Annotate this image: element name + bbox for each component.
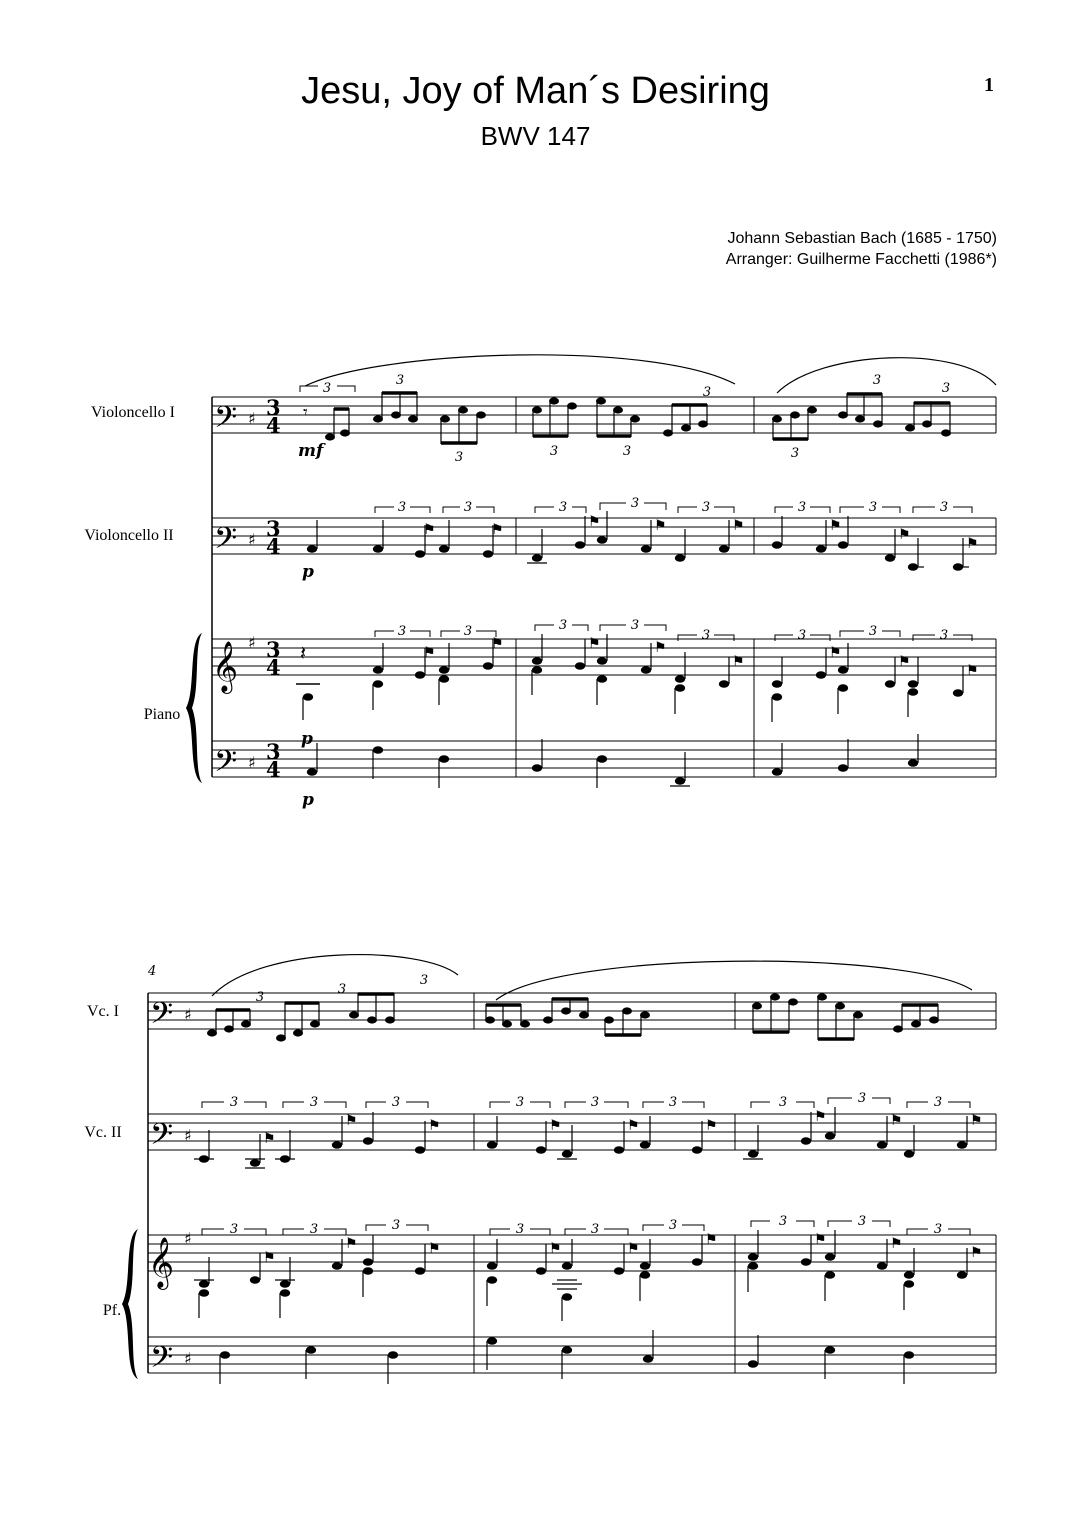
svg-text:⚑: ⚑ bbox=[814, 1232, 827, 1248]
svg-text:3: 3 bbox=[229, 1222, 239, 1237]
piano-brace bbox=[186, 633, 202, 783]
svg-text:3: 3 bbox=[868, 500, 878, 515]
sharp-icon: ♯ bbox=[184, 1005, 192, 1024]
sharp-icon: ♯ bbox=[184, 1126, 192, 1145]
svg-text:3: 3 bbox=[266, 637, 281, 662]
svg-text:3: 3 bbox=[868, 624, 878, 639]
phrase-slur bbox=[777, 358, 996, 393]
dynamic-p: p bbox=[301, 729, 313, 749]
measure-number: 4 bbox=[148, 964, 157, 979]
svg-text:3: 3 bbox=[778, 1214, 788, 1229]
svg-text:3: 3 bbox=[857, 1214, 867, 1229]
svg-text:⚑: ⚑ bbox=[890, 1113, 903, 1129]
svg-text:⚑: ⚑ bbox=[898, 654, 911, 670]
svg-text:⚑: ⚑ bbox=[263, 1131, 276, 1147]
bass-clef-icon: 𝄢 bbox=[150, 997, 174, 1038]
svg-text:⚑: ⚑ bbox=[814, 1109, 827, 1125]
svg-text:3: 3 bbox=[397, 624, 407, 639]
bass-clef-icon: 𝄢 bbox=[214, 745, 238, 786]
svg-text:3: 3 bbox=[668, 1095, 678, 1110]
svg-text:3: 3 bbox=[778, 1095, 788, 1110]
svg-text:3: 3 bbox=[797, 628, 807, 643]
svg-text:⚑: ⚑ bbox=[898, 527, 911, 543]
svg-text:3: 3 bbox=[266, 516, 281, 541]
svg-text:⚑: ⚑ bbox=[491, 636, 504, 652]
svg-text:3: 3 bbox=[790, 446, 800, 461]
time-signatures bbox=[266, 395, 281, 782]
svg-text:3: 3 bbox=[797, 500, 807, 515]
svg-text:⚑: ⚑ bbox=[423, 522, 436, 538]
piano-lh-notes-system1 bbox=[302, 734, 918, 810]
svg-text:4: 4 bbox=[266, 413, 281, 438]
sharp-icon: ♯ bbox=[184, 1349, 192, 1368]
svg-text:3: 3 bbox=[558, 618, 568, 633]
bass-clef-icon: 𝄢 bbox=[214, 401, 238, 442]
dynamic-mf: mf bbox=[298, 441, 324, 461]
svg-text:3: 3 bbox=[630, 618, 640, 633]
svg-text:3: 3 bbox=[702, 385, 712, 400]
svg-text:3: 3 bbox=[630, 496, 640, 511]
sharp-icon: ♯ bbox=[248, 753, 256, 772]
svg-text:⚑: ⚑ bbox=[654, 640, 667, 656]
instrument-name-cello1-short: Vc. I bbox=[87, 1003, 119, 1020]
cello2-notes-system1 bbox=[302, 496, 979, 582]
svg-text:⚑: ⚑ bbox=[549, 1118, 562, 1134]
svg-text:3: 3 bbox=[701, 500, 711, 515]
staff-piano-rh bbox=[212, 639, 996, 675]
sharp-icon: ♯ bbox=[248, 530, 256, 549]
sharp-icon: ♯ bbox=[248, 409, 256, 428]
svg-text:⚑: ⚑ bbox=[263, 1250, 276, 1266]
phrase-slur bbox=[305, 355, 735, 386]
svg-text:3: 3 bbox=[337, 982, 347, 997]
svg-text:3: 3 bbox=[395, 373, 405, 388]
svg-text:⚑: ⚑ bbox=[627, 1241, 640, 1257]
sharp-icon: ♯ bbox=[248, 633, 256, 652]
svg-text:3: 3 bbox=[590, 1222, 600, 1237]
instrument-name-cello2-short: Vc. II bbox=[84, 1124, 122, 1141]
svg-text:⚑: ⚑ bbox=[549, 1241, 562, 1257]
bass-clef-icon: 𝄢 bbox=[214, 522, 238, 563]
svg-text:4: 4 bbox=[266, 534, 281, 559]
measure-barlines bbox=[516, 397, 996, 777]
svg-text:3: 3 bbox=[309, 1222, 319, 1237]
piano-rh-notes-system1 bbox=[296, 618, 979, 749]
system-1 bbox=[84, 355, 996, 810]
staff-piano-lh bbox=[148, 1337, 996, 1373]
svg-text:3: 3 bbox=[668, 1218, 678, 1233]
dynamic-p: p bbox=[302, 790, 314, 810]
svg-text:3: 3 bbox=[463, 624, 473, 639]
phrase-slur bbox=[496, 961, 972, 1000]
svg-text:3: 3 bbox=[229, 1095, 239, 1110]
treble-clef-icon: 𝄞 bbox=[148, 1237, 175, 1288]
eighth-rest-icon: 𝄾 bbox=[303, 402, 308, 423]
svg-text:3: 3 bbox=[622, 444, 632, 459]
svg-text:4: 4 bbox=[266, 757, 281, 782]
instrument-name-piano: Piano bbox=[143, 706, 181, 723]
svg-text:⚑: ⚑ bbox=[829, 518, 842, 534]
svg-text:3: 3 bbox=[872, 373, 882, 388]
piece-subtitle: BWV 147 bbox=[480, 121, 591, 151]
svg-text:3: 3 bbox=[933, 1222, 943, 1237]
cello2-notes-system2 bbox=[194, 1091, 983, 1168]
treble-clef-icon: 𝄞 bbox=[212, 641, 239, 692]
staff-cello2 bbox=[212, 518, 996, 554]
svg-text:3: 3 bbox=[558, 500, 568, 515]
svg-text:3: 3 bbox=[941, 381, 951, 396]
svg-text:⚑: ⚑ bbox=[705, 1118, 718, 1134]
svg-text:3: 3 bbox=[515, 1095, 525, 1110]
svg-text:⚑: ⚑ bbox=[627, 1118, 640, 1134]
dynamic-p: p bbox=[302, 562, 314, 582]
svg-text:3: 3 bbox=[397, 500, 407, 515]
piano-rh-notes-system2 bbox=[194, 1214, 983, 1321]
instrument-name-cello2: Violoncello II bbox=[84, 527, 174, 544]
svg-text:⚑: ⚑ bbox=[966, 536, 979, 552]
piano-lh-notes-system2 bbox=[220, 1330, 914, 1384]
svg-text:3: 3 bbox=[391, 1218, 401, 1233]
piano-brace bbox=[122, 1229, 138, 1379]
svg-text:⚑: ⚑ bbox=[491, 522, 504, 538]
svg-text:3: 3 bbox=[939, 628, 949, 643]
svg-text:⚑: ⚑ bbox=[588, 636, 601, 652]
svg-text:3: 3 bbox=[857, 1091, 867, 1106]
svg-text:3: 3 bbox=[933, 1095, 943, 1110]
svg-text:⚑: ⚑ bbox=[732, 654, 745, 670]
svg-text:3: 3 bbox=[515, 1222, 525, 1237]
svg-text:⚑: ⚑ bbox=[588, 514, 601, 530]
svg-text:3: 3 bbox=[391, 1095, 401, 1110]
svg-text:3: 3 bbox=[266, 395, 281, 420]
svg-text:⚑: ⚑ bbox=[428, 1118, 441, 1134]
svg-text:⚑: ⚑ bbox=[423, 645, 436, 661]
svg-text:3: 3 bbox=[322, 381, 332, 396]
svg-text:3: 3 bbox=[255, 990, 265, 1005]
svg-text:⚑: ⚑ bbox=[829, 645, 842, 661]
svg-text:⚑: ⚑ bbox=[345, 1236, 358, 1252]
measure-barlines bbox=[474, 993, 996, 1373]
svg-text:⚑: ⚑ bbox=[732, 518, 745, 534]
svg-text:⚑: ⚑ bbox=[345, 1113, 358, 1129]
svg-text:⚑: ⚑ bbox=[428, 1241, 441, 1257]
svg-text:⚑: ⚑ bbox=[890, 1236, 903, 1252]
svg-text:3: 3 bbox=[590, 1095, 600, 1110]
instrument-name-cello1: Violoncello I bbox=[91, 404, 175, 421]
svg-text:⚑: ⚑ bbox=[705, 1232, 718, 1248]
quarter-rest-icon: 𝄽 bbox=[300, 641, 307, 665]
arranger-credit: Arranger: Guilherme Facchetti (1986*) bbox=[725, 251, 997, 268]
svg-text:3: 3 bbox=[266, 739, 281, 764]
bass-clef-icon: 𝄢 bbox=[150, 1118, 174, 1159]
svg-text:3: 3 bbox=[454, 450, 464, 465]
svg-text:3: 3 bbox=[701, 628, 711, 643]
svg-text:⚑: ⚑ bbox=[966, 663, 979, 679]
cello1-notes-system1 bbox=[298, 355, 996, 465]
svg-text:3: 3 bbox=[939, 500, 949, 515]
svg-text:⚑: ⚑ bbox=[970, 1113, 983, 1129]
system-2 bbox=[84, 955, 996, 1384]
svg-text:⚑: ⚑ bbox=[970, 1245, 983, 1261]
page-number: 1 bbox=[984, 74, 994, 96]
svg-text:⚑: ⚑ bbox=[654, 518, 667, 534]
svg-text:3: 3 bbox=[309, 1095, 319, 1110]
sharp-icon: ♯ bbox=[184, 1229, 192, 1248]
instrument-name-piano-short: Pf. bbox=[102, 1302, 122, 1319]
svg-text:3: 3 bbox=[419, 973, 429, 988]
svg-text:3: 3 bbox=[463, 500, 473, 515]
piece-title: Jesu, Joy of Man´s Desiring bbox=[301, 70, 770, 112]
bass-clef-icon: 𝄢 bbox=[150, 1341, 174, 1382]
composer-credit: Johann Sebastian Bach (1685 - 1750) bbox=[727, 230, 997, 247]
svg-text:4: 4 bbox=[266, 655, 281, 680]
svg-text:3: 3 bbox=[549, 444, 559, 459]
